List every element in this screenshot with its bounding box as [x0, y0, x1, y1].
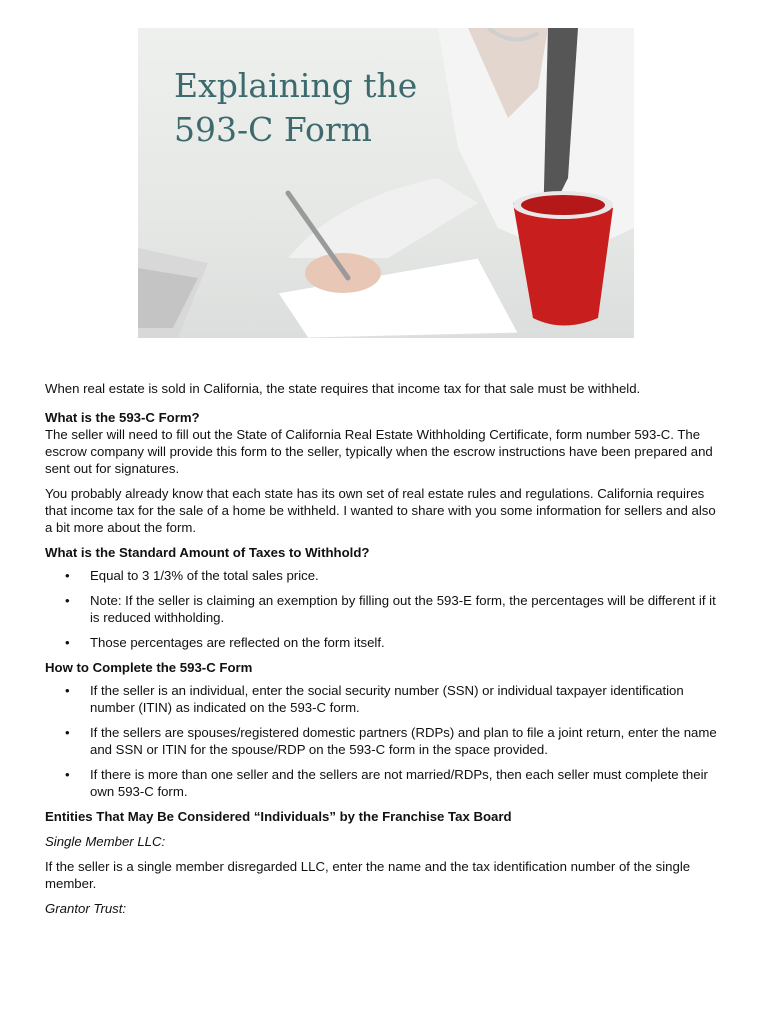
hero-image	[138, 28, 634, 338]
hero-title: Explaining the 593-C Form	[174, 66, 418, 149]
section-heading-how-to-complete: How to Complete the 593-C Form	[45, 660, 253, 675]
how-to-complete-list	[45, 682, 725, 800]
intro-paragraph: When real estate is sold in California, the state requires that income tax for that sale must be withheld.	[45, 381, 641, 396]
list-item: • Note: If the seller is claiming an exemption by filling out the 593-E form, the percentages will be different if it is reduced withholding.	[45, 592, 725, 626]
list-item: • If there is more than one seller and the sellers are not married/RDPs, then each seller must complete their own 593-C form.	[45, 766, 725, 800]
section1-paragraph-2: You probably already know that each state has its own set of real estate rules and regulations. California requires that income tax for the sale of a home be withheld. I wanted to share with you some information for sellers and also a bit more about the form.	[45, 486, 716, 535]
article-body	[45, 380, 725, 925]
subheading-grantor-trust: Grantor Trust:	[45, 901, 127, 916]
list-item: • Equal to 3 1/3% of the total sales price.	[45, 567, 725, 584]
list-item: • Those percentages are reflected on the form itself.	[45, 634, 725, 651]
section-heading-what-is-form: What is the 593-C Form?	[45, 410, 200, 425]
section-heading-standard-amount: What is the Standard Amount of Taxes to Withhold?	[45, 545, 370, 560]
section-heading-entities: Entities That May Be Considered “Individuals” by the Franchise Tax Board	[45, 809, 512, 824]
list-item: • If the sellers are spouses/registered domestic partners (RDPs) and plan to file a joint return, enter the name and SSN or ITIN for the spouse/RDP on the 593-C form in the space provided.	[45, 724, 725, 758]
section1-paragraph-1: The seller will need to fill out the State of California Real Estate Withholding Certificate, form number 593-C. The escrow company will provide this form to the seller, typically when the escrow instructions have been prepared and sent out for signatures.	[45, 427, 713, 476]
single-member-llc-paragraph: If the seller is a single member disregarded LLC, enter the name and the tax identification number of the single member.	[45, 859, 691, 891]
standard-amount-list	[45, 567, 725, 651]
list-item: • If the seller is an individual, enter the social security number (SSN) or individual taxpayer identification number (ITIN) as indicated on the 593-C form.	[45, 682, 725, 716]
subheading-single-member-llc: Single Member LLC:	[45, 834, 166, 849]
